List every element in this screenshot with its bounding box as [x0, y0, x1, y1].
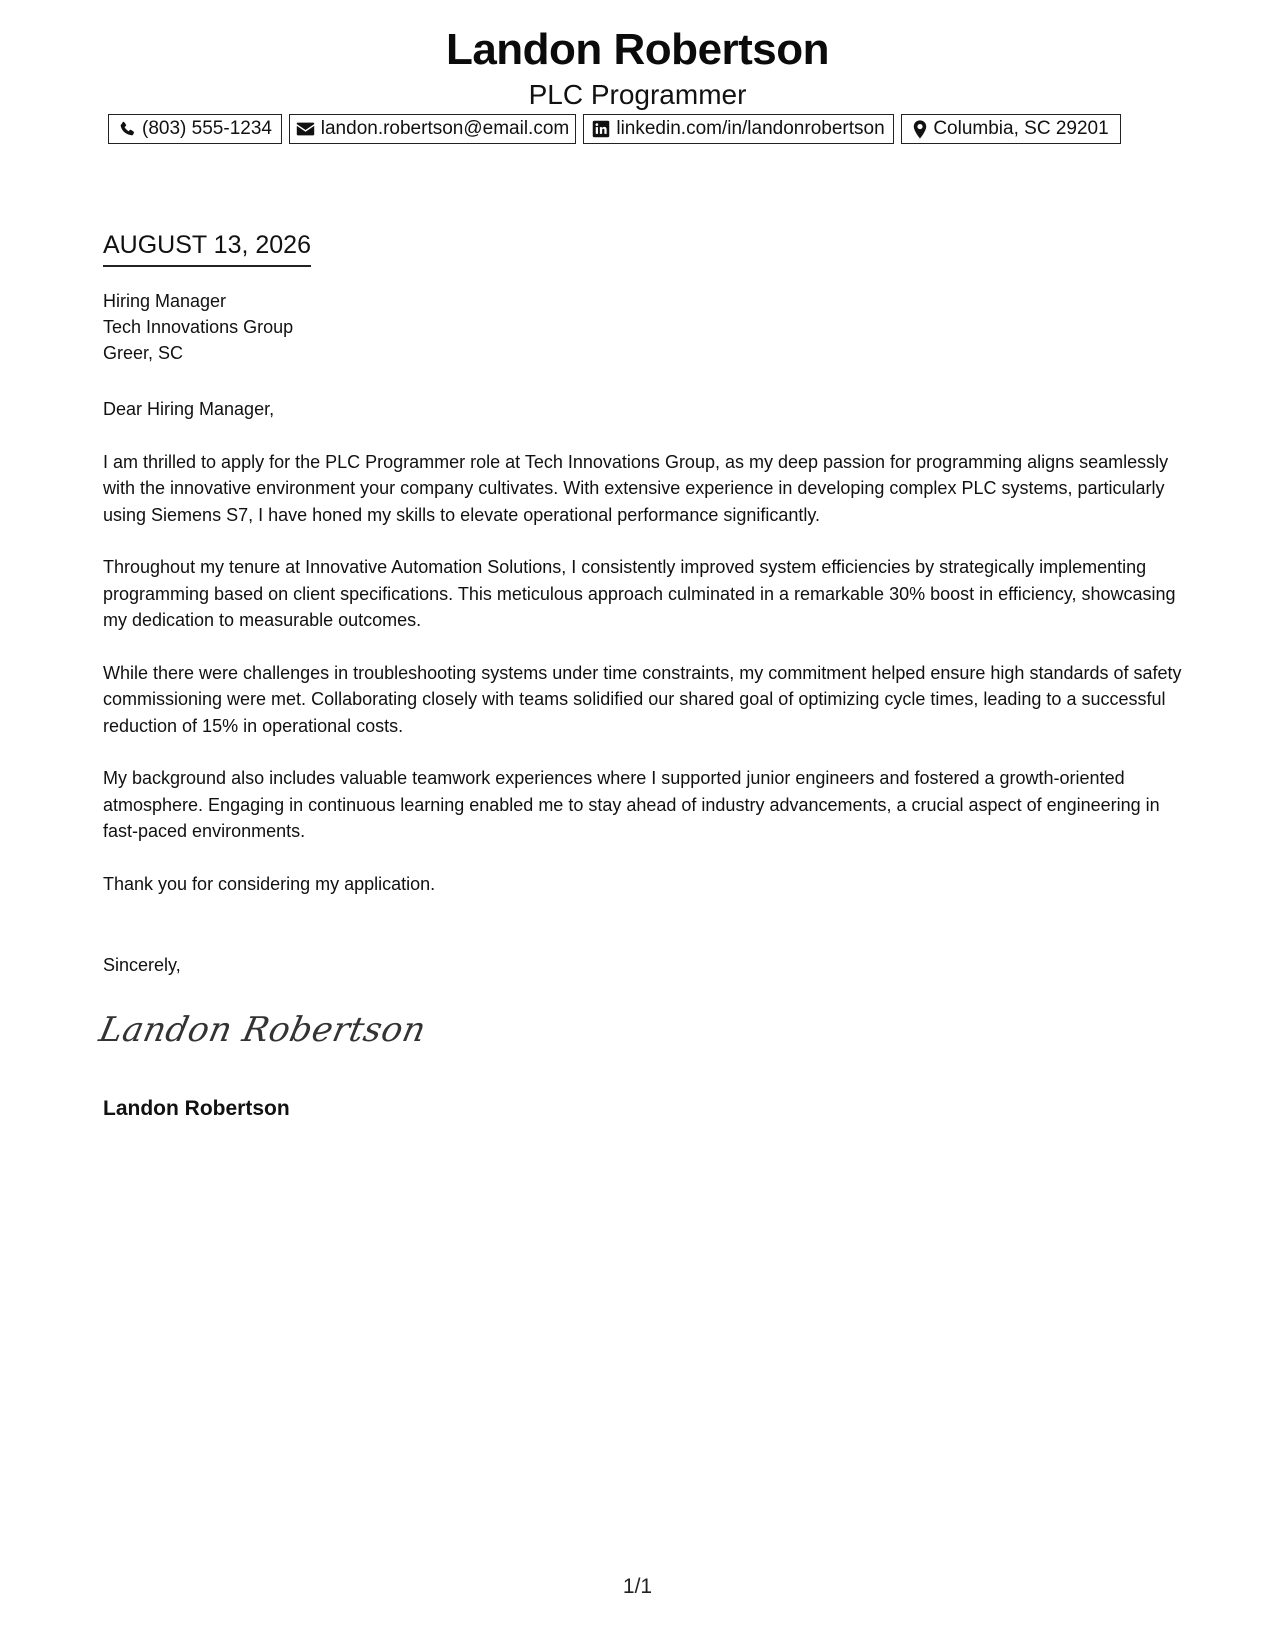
recipient-company: Tech Innovations Group	[103, 317, 294, 337]
recipient-title: Hiring Manager	[103, 291, 227, 311]
linkedin-icon	[592, 120, 610, 138]
contact-phone-text: (803) 555-1234	[142, 118, 272, 139]
signed-name: Landon Robertson	[103, 1097, 290, 1120]
recipient-block	[103, 288, 293, 366]
contact-email[interactable]	[289, 114, 576, 144]
recipient-location: Greer, SC	[103, 343, 184, 363]
applicant-name: Landon Robertson	[445, 25, 830, 74]
contact-linkedin[interactable]	[583, 114, 894, 144]
letter-header	[0, 22, 1275, 112]
contact-linkedin-text: linkedin.com/in/landonrobertson	[616, 118, 885, 139]
body-paragraph: I am thrilled to apply for the PLC Programmer role at Tech Innovations Group, as my deep passion for programming aligns seamlessly with the innovative environment your company cultivates. With extensive experience in developing complex PLC systems, particularly using Siemens S7, I have honed my skills to elevate operational performance significantly.	[103, 451, 1169, 525]
letter-date: AUGUST 13, 2026	[103, 230, 311, 267]
salutation: Dear Hiring Manager,	[103, 399, 275, 419]
contact-phone	[108, 114, 282, 144]
page-number: 1/1	[622, 1575, 653, 1598]
map-pin-icon	[913, 120, 927, 139]
thank-you-line: Thank you for considering my application.	[103, 873, 436, 894]
job-title: PLC Programmer	[528, 79, 747, 110]
body-paragraph: Throughout my tenure at Innovative Automation Solutions, I consistently improved system efficiencies by strategically implementing programming based on client specifications. This meticulous approach culminated in a remarkable 30% boost in efficiency, showcasing my dedication to measurable outcomes.	[103, 557, 1176, 630]
contact-location-text: Columbia, SC 29201	[933, 118, 1109, 139]
contact-location	[901, 114, 1121, 144]
phone-icon	[118, 120, 136, 138]
body-paragraph: While there were challenges in troubleshooting systems under time constraints, my commitment helped ensure high standards of safety commissioning were met. Collaborating closely with teams solidified our shared goal of optimizing cycle times, leading to a successful reduction of 15% in operational costs.	[103, 662, 1182, 736]
envelope-icon	[296, 121, 315, 137]
contact-bar	[108, 114, 1121, 144]
letter-body	[103, 396, 1183, 923]
closing: Sincerely,	[103, 955, 181, 975]
handwritten-signature: Landon Robertson	[95, 1010, 430, 1050]
contact-email-text: landon.robertson@email.com	[320, 118, 570, 139]
body-paragraph: My background also includes valuable teamwork experiences where I supported junior engineers and fostered a growth-oriented atmosphere. Engaging in continuous learning enabled me to stay ahead of industry advancements, a crucial aspect of engineering in fast-paced environments.	[103, 768, 1160, 841]
